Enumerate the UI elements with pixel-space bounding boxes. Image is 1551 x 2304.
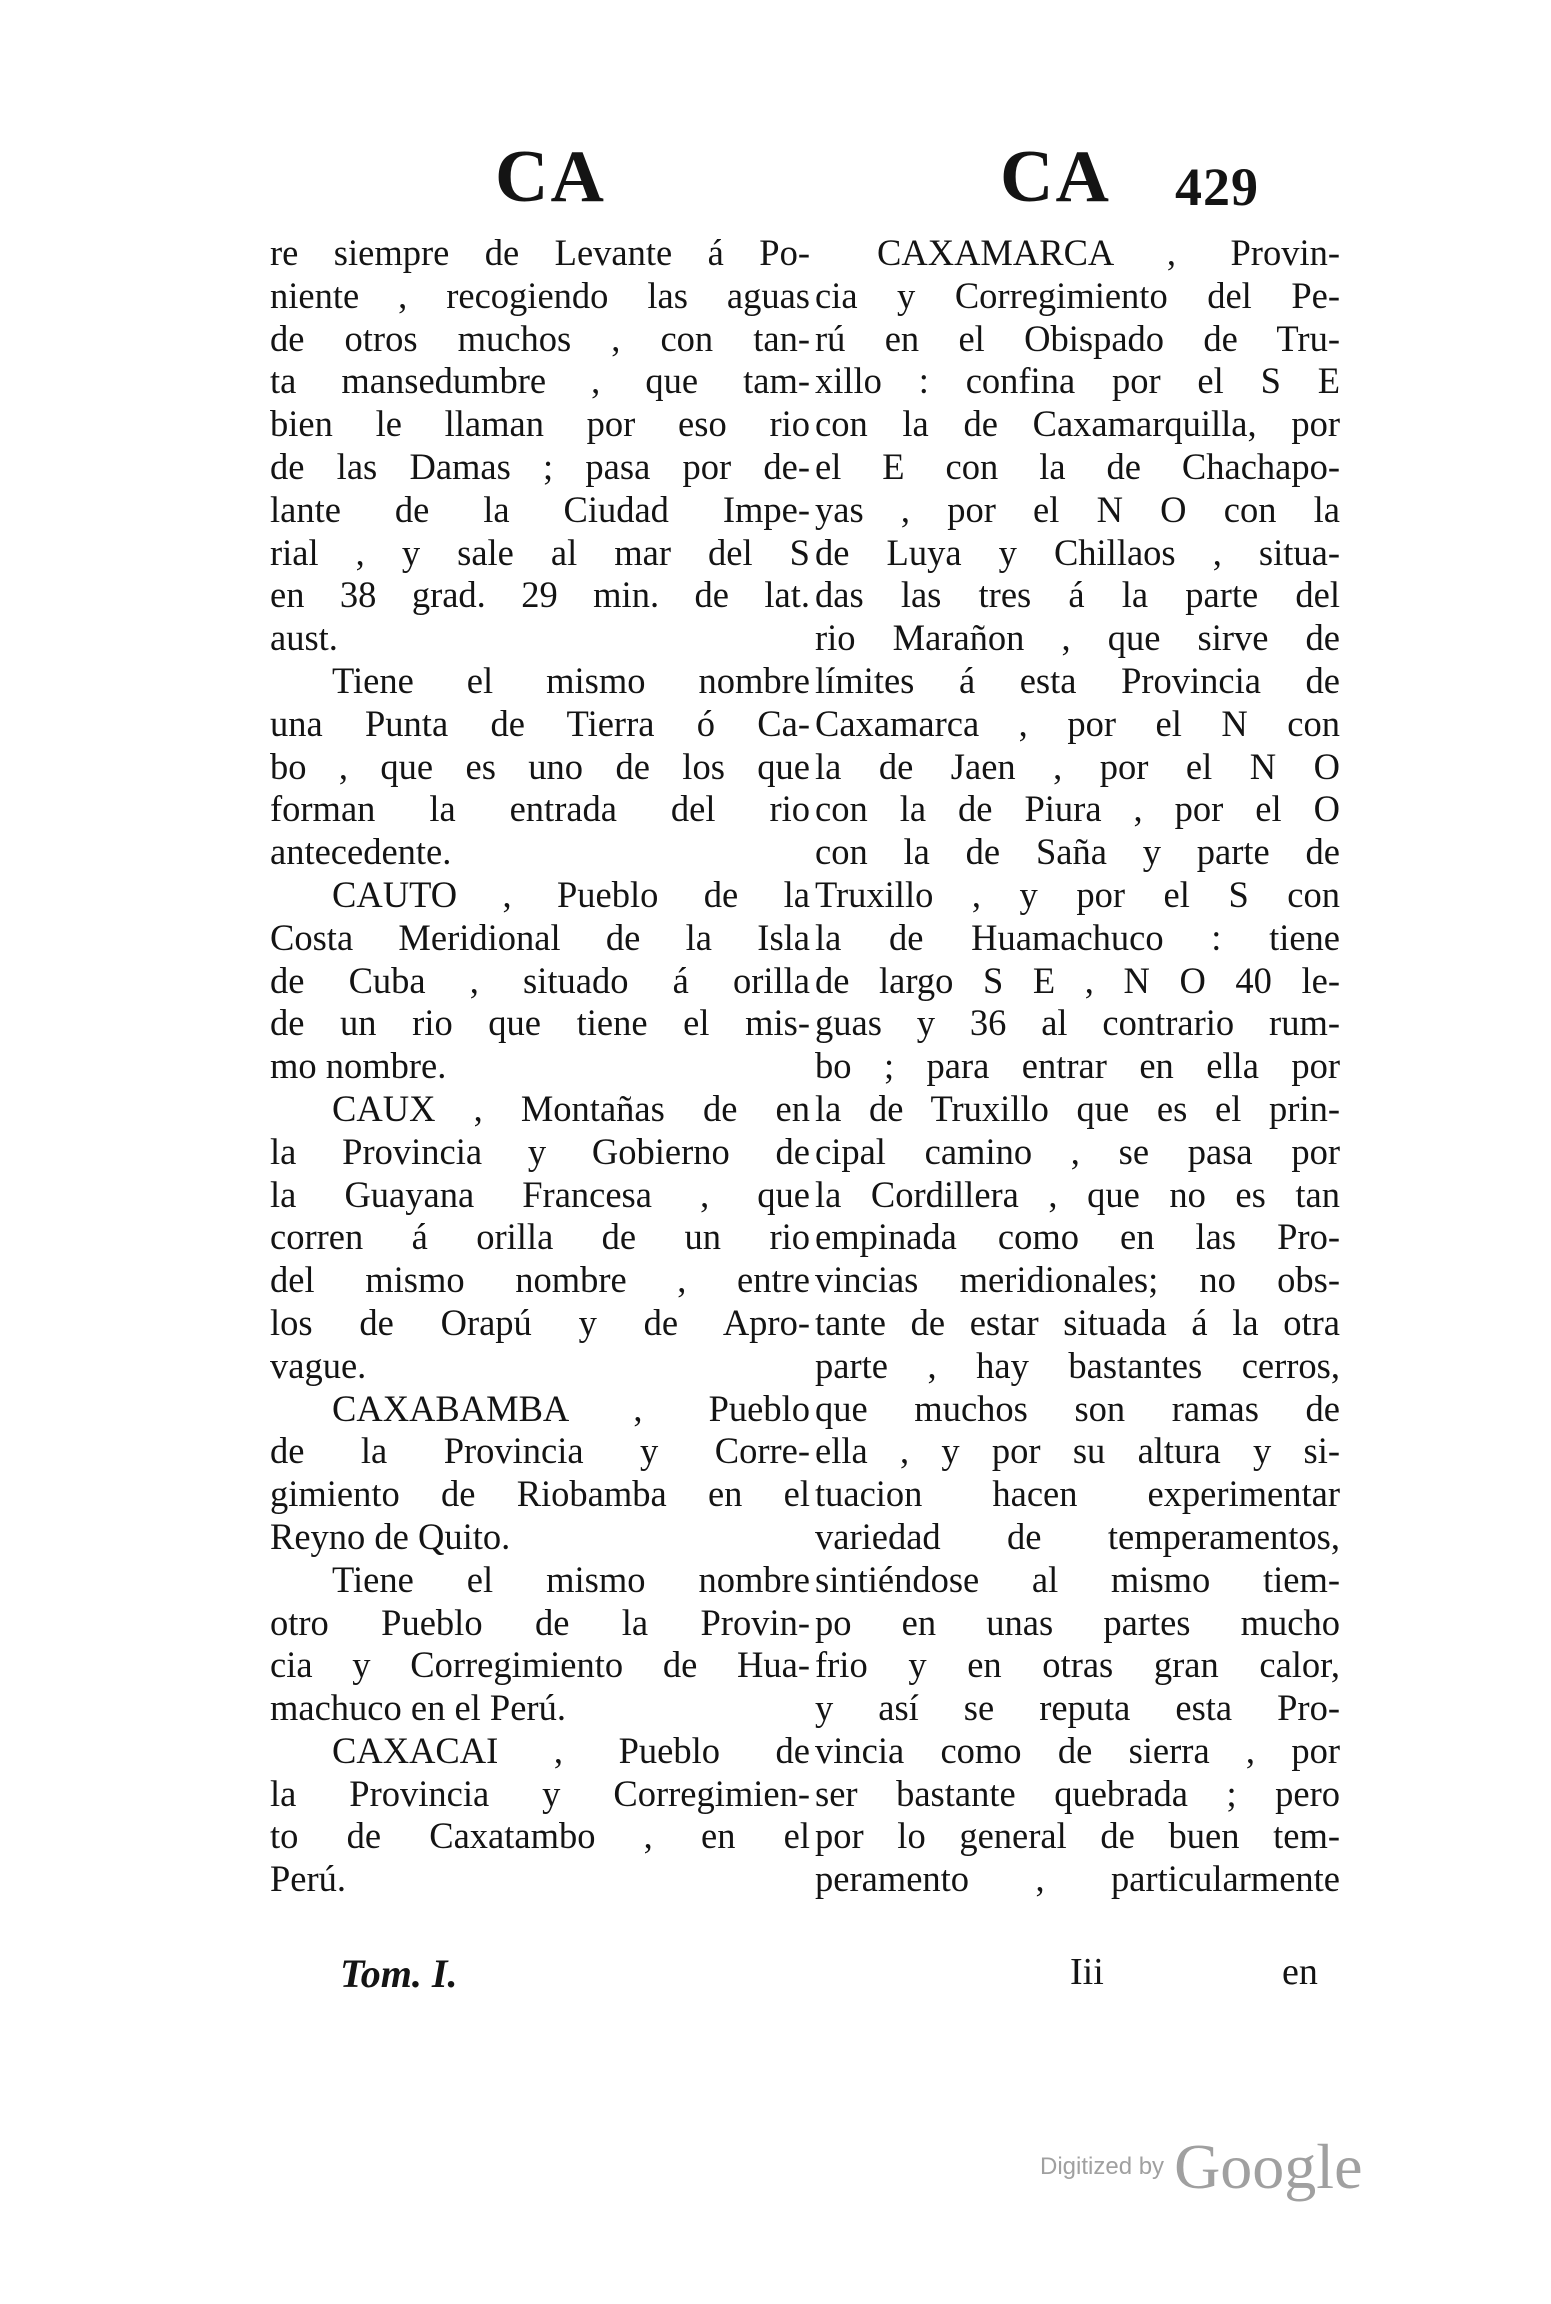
right-column-line: y así se reputa esta Pro- [815,1687,1340,1729]
left-column-line: gimiento de Riobamba en el [270,1473,810,1515]
left-column-line: la Guayana Francesa , que [270,1173,810,1215]
left-column-line: una Punta de Tierra ó Ca- [270,702,810,744]
right-column-line: de largo S E , N O 40 le- [815,959,1340,1001]
signature-mark: Iii [1070,1951,1104,1993]
left-column-line: vague. [270,1344,367,1386]
left-column [270,232,810,1901]
right-column-line: rio Marañon , que sirve de [815,617,1340,659]
left-column-line: forman la entrada del rio [270,788,810,830]
left-column-line: la Provincia y Gobierno de [270,1130,810,1172]
right-column-line: guas y 36 al contrario rum- [815,1002,1340,1044]
left-column-line: CAXACAI , Pueblo de [332,1729,810,1771]
right-column-line: Caxamarca , por el N con [815,702,1340,744]
left-column-line: CAXABAMBA , Pueblo [332,1387,810,1429]
running-head-right: CA [1000,136,1111,218]
left-column-line: aust. [270,617,338,659]
digitization-watermark [1040,2130,1362,2204]
left-column-line: otro Pueblo de la Provin- [270,1601,810,1643]
left-column-line: machuco en el Perú. [270,1687,566,1729]
right-column-line: variedad de temperamentos, [815,1515,1340,1557]
catchword: en [1282,1951,1318,1993]
page-number: 429 [1175,157,1259,217]
left-column-line: to de Caxatambo , en el [270,1815,810,1857]
left-column-line: Reyno de Quito. [270,1515,511,1557]
volume-mark: Tom. I. [340,1951,458,1996]
left-column-line: de la Provincia y Corre- [270,1430,810,1472]
left-column-line: en 38 grad. 29 min. de lat. [270,574,810,616]
right-column-line: xillo : confina por el S E [815,360,1340,402]
right-column-line: vincia como de sierra , por [815,1729,1340,1771]
left-column-line: niente , recogiendo las aguas [270,274,810,316]
right-column-line: ella , y por su altura y si- [815,1430,1340,1472]
right-column-line: la de Huamachuco : tiene [815,916,1340,958]
right-column-line: por lo general de buen tem- [815,1815,1340,1857]
right-column-line: límites á esta Provincia de [815,659,1340,701]
running-head-left: CA [495,136,606,218]
right-column [815,232,1340,1901]
right-column-line: tuacion hacen experimentar [815,1473,1340,1515]
left-column-line: corren á orilla de un rio [270,1216,810,1258]
left-column-line: cia y Corregimiento de Hua- [270,1644,810,1686]
right-column-line: empinada como en las Pro- [815,1216,1340,1258]
right-column-line: frio y en otras gran calor, [815,1644,1340,1686]
right-column-line: parte , hay bastantes cerros, [815,1344,1340,1386]
right-column-line: tante de estar situada á la otra [815,1301,1340,1343]
right-column-line: ser bastante quebrada ; pero [815,1772,1340,1814]
left-column-line: ta mansedumbre , que tam- [270,360,810,402]
left-column-line: re siempre de Levante á Po- [270,232,810,273]
left-column-line: la Provincia y Corregimien- [270,1772,810,1814]
right-column-line: CAXAMARCA , Provin- [877,232,1340,273]
right-column-line: yas , por el N O con la [815,488,1340,530]
left-column-line: de otros muchos , con tan- [270,317,810,359]
right-column-line: la Cordillera , que no es tan [815,1173,1340,1215]
left-column-line: Tiene el mismo nombre [332,659,810,701]
right-column-line: po en unas partes mucho [815,1601,1340,1643]
right-column-line: con la de Saña y parte de [815,831,1340,873]
left-column-line: del mismo nombre , entre [270,1259,810,1301]
right-column-line: das las tres á la parte del [815,574,1340,616]
left-column-line: CAUX , Montañas de en [332,1087,810,1129]
left-column-line: mo nombre. [270,1045,447,1087]
left-column-line: de las Damas ; pasa por de- [270,445,810,487]
right-column-line: sintiéndose al mismo tiem- [815,1558,1340,1600]
right-column-line: bo ; para entrar en ella por [815,1045,1340,1087]
right-column-line: Truxillo , y por el S con [815,873,1340,915]
left-column-line: rial , y sale al mar del S [270,531,810,573]
right-column-line: que muchos son ramas de [815,1387,1340,1429]
left-column-line: CAUTO , Pueblo de la [332,873,810,915]
left-column-line: antecedente. [270,831,452,873]
left-column-line: Tiene el mismo nombre [332,1558,810,1600]
left-column-line: lante de la Ciudad Impe- [270,488,810,530]
right-column-line: vincias meridionales; no obs- [815,1259,1340,1301]
left-column-line: Costa Meridional de la Isla [270,916,810,958]
watermark-prefix: Digitized by [1040,2153,1165,2180]
right-column-line: cipal camino , se pasa por [815,1130,1340,1172]
right-column-line: cia y Corregimiento del Pe- [815,274,1340,316]
right-column-line: la de Truxillo que es el prin- [815,1087,1340,1129]
right-column-line: con la de Piura , por el O [815,788,1340,830]
left-column-line: de Cuba , situado á orilla [270,959,810,1001]
left-column-line: de un rio que tiene el mis- [270,1002,810,1044]
watermark-logo: Google [1174,2131,1363,2202]
right-column-line: con la de Caxamarquilla, por [815,403,1340,445]
left-column-line: Perú. [270,1858,347,1900]
right-column-line: rú en el Obispado de Tru- [815,317,1340,359]
left-column-line: los de Orapú y de Apro- [270,1301,810,1343]
left-column-line: bo , que es uno de los que [270,745,810,787]
left-column-line: bien le llaman por eso rio [270,403,810,445]
right-column-line: de Luya y Chillaos , situa- [815,531,1340,573]
right-column-line: la de Jaen , por el N O [815,745,1340,787]
right-column-line: peramento , particularmente [815,1858,1340,1900]
right-column-line: el E con la de Chachapo- [815,445,1340,487]
